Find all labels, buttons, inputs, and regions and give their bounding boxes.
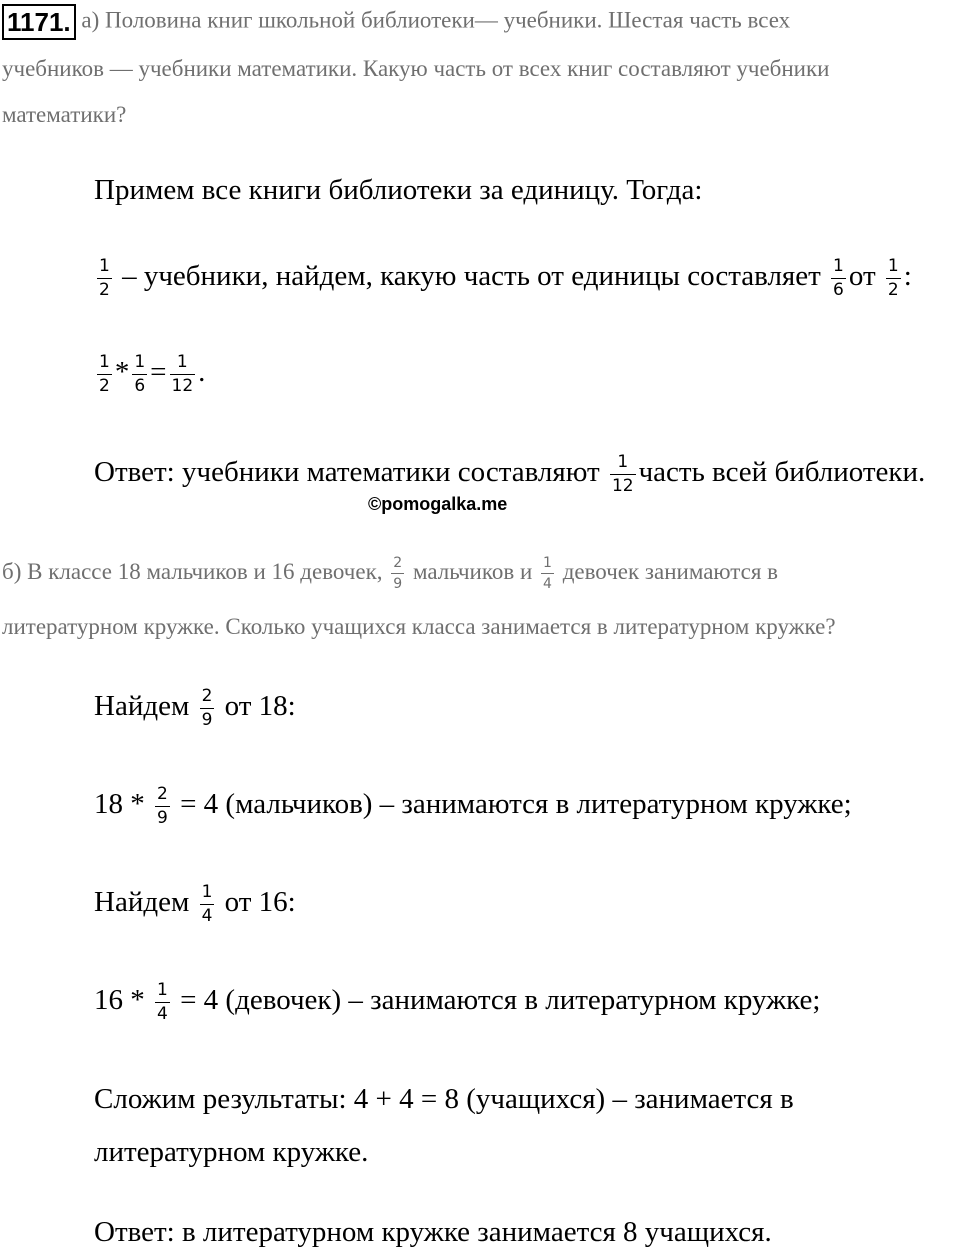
question-b-text: мальчиков и [412, 558, 533, 584]
solution-a-line-3 [94, 354, 205, 395]
operator: . [198, 356, 206, 389]
answer-a-text: часть всей библиотеки. [638, 456, 926, 489]
solution-b-step-1 [94, 688, 296, 729]
question-a-line-1 [2, 4, 790, 40]
operator: = [150, 356, 167, 389]
fraction: $\frac{1}{4}$ [543, 555, 552, 592]
step-text: = 4 (мальчиков) – занимаются в литературном кружке; [180, 788, 852, 821]
watermark: ©pomogalka.me [368, 494, 508, 514]
fraction: $\frac{2}{9}$ [393, 555, 403, 592]
step-text: 16 * [94, 984, 145, 1017]
solution-a-line-2 [94, 258, 912, 299]
answer-b: Ответ: в литературном кружке занимается 8 учащихся. [94, 1216, 772, 1248]
question-a-line-3: математики? [2, 102, 127, 127]
solution-b-step-3 [94, 884, 296, 925]
step-text: Найдем [94, 886, 190, 919]
step-text: Найдем [94, 690, 190, 723]
fraction: $\frac{1}{6}$ [134, 352, 146, 396]
solution-a-text: от [848, 260, 876, 293]
operator: * [114, 356, 130, 389]
solution-b-step-5-line-1: Сложим результаты: 4 + 4 = 8 (учащихся) – занимается в [94, 1083, 794, 1115]
solution-a-text: – учебники, найдем, какую часть от единицы составляет [122, 260, 821, 293]
fraction: $\frac{1}{2}$ [887, 256, 899, 300]
fraction: $\frac{1}{2}$ [99, 256, 110, 300]
fraction: $\frac{1}{4}$ [157, 980, 168, 1024]
fraction: $\frac{1}{4}$ [201, 882, 213, 926]
fraction: $\frac{1}{12}$ [611, 452, 634, 496]
step-text: от 16: [224, 886, 296, 919]
question-a-text-1: а) Половина книг школьной библиотеки— учебники. Шестая часть всех [81, 7, 791, 33]
answer-a-text: Ответ: учебники математики составляют [94, 456, 600, 489]
fraction: $\frac{2}{9}$ [157, 784, 168, 828]
solution-b-step-2 [94, 786, 852, 827]
question-a-line-2: учебников — учебники математики. Какую часть от всех книг составляют учебники [2, 56, 830, 81]
question-b-text: б) В классе 18 мальчиков и 16 девочек, [2, 558, 383, 584]
fraction: $\frac{2}{9}$ [201, 686, 213, 730]
fraction: $\frac{1}{2}$ [99, 352, 110, 396]
step-text: 18 * [94, 788, 145, 821]
fraction: $\frac{1}{6}$ [833, 256, 844, 300]
question-b-line-1 [2, 556, 778, 591]
question-b-text: девочек занимаются в [562, 558, 779, 584]
fraction: $\frac{1}{12}$ [171, 352, 194, 396]
solution-a-line-1: Примем все книги библиотеки за единицу. Тогда: [94, 174, 703, 206]
step-text: = 4 (девочек) – занимаются в литературном кружке; [180, 984, 821, 1017]
question-b-line-2: литературном кружке. Сколько учащихся класса занимается в литературном кружке? [2, 614, 836, 639]
problem-number: 1171. [2, 4, 76, 40]
solution-b-step-5-line-2: литературном кружке. [94, 1136, 369, 1168]
step-text: от 18: [224, 690, 296, 723]
solution-a-text: : [903, 260, 912, 293]
solution-b-step-4 [94, 982, 820, 1023]
answer-a [94, 454, 925, 495]
